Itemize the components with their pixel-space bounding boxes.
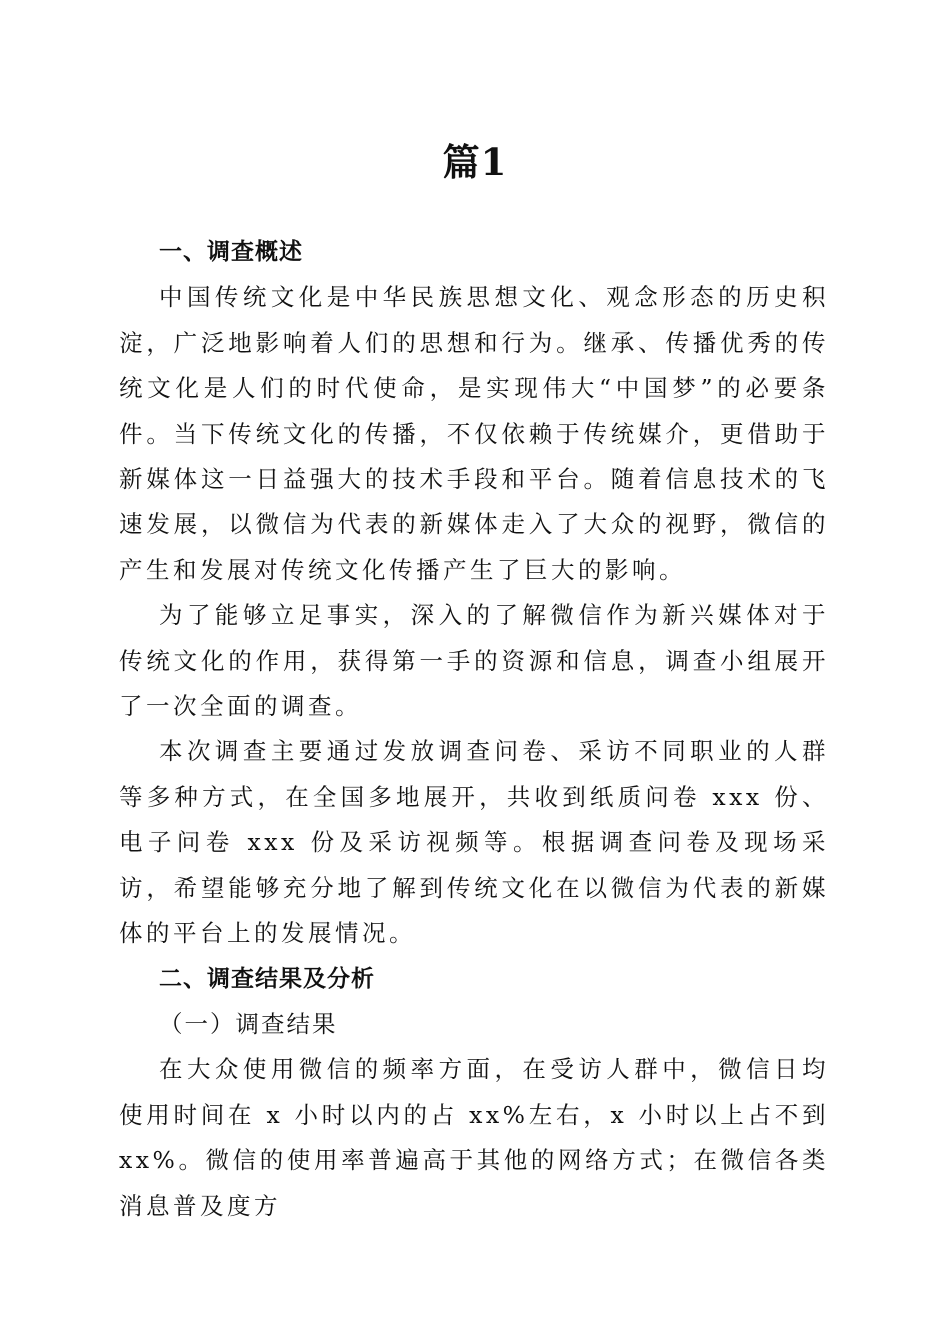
document-title: 篇1 <box>442 140 508 184</box>
section-heading-overview: 一、调查概述 <box>159 239 303 265</box>
paragraph: 本次调查主要通过发放调查问卷、采访不同职业的人群等多种方式，在全国多地展开，共收到纸质问卷 xxx 份、电子问卷 xxx 份及采访视频等。根据调查问卷及现场采访，希望能够充分地了解到传统文化在以微信为代表的新媒体的平台上的发展情况。 <box>119 737 829 948</box>
section-heading-results: 二、调查结果及分析 <box>159 965 375 992</box>
paragraph: 为了能够立足事实，深入的了解微信作为新兴媒体对于传统文化的作用，获得第一手的资源和信息，调查小组展开了一次全面的调查。 <box>119 601 829 721</box>
subsection-heading-results: （一）调查结果 <box>159 1009 338 1038</box>
paragraph: 在大众使用微信的频率方面，在受访人群中，微信日均使用时间在 x 小时以内的占 xx%左右，x 小时以上占不到 xx%。微信的使用率普遍高于其他的网络方式；在微信各类消息普及度方 <box>119 1055 829 1220</box>
document-body <box>119 230 829 1229</box>
paragraph: 中国传统文化是中华民族思想文化、观念形态的历史积淀，广泛地影响着人们的思想和行为。继承、传播优秀的传统文化是人们的时代使命，是实现伟大“中国梦”的必要条件。当下传统文化的传播，不仅依赖于传统媒介，更借助于新媒体这一日益强大的技术手段和平台。随着信息技术的飞速发展，以微信为代表的新媒体走入了大众的视野，微信的产生和发展对传统文化传播产生了巨大的影响。 <box>119 283 829 584</box>
